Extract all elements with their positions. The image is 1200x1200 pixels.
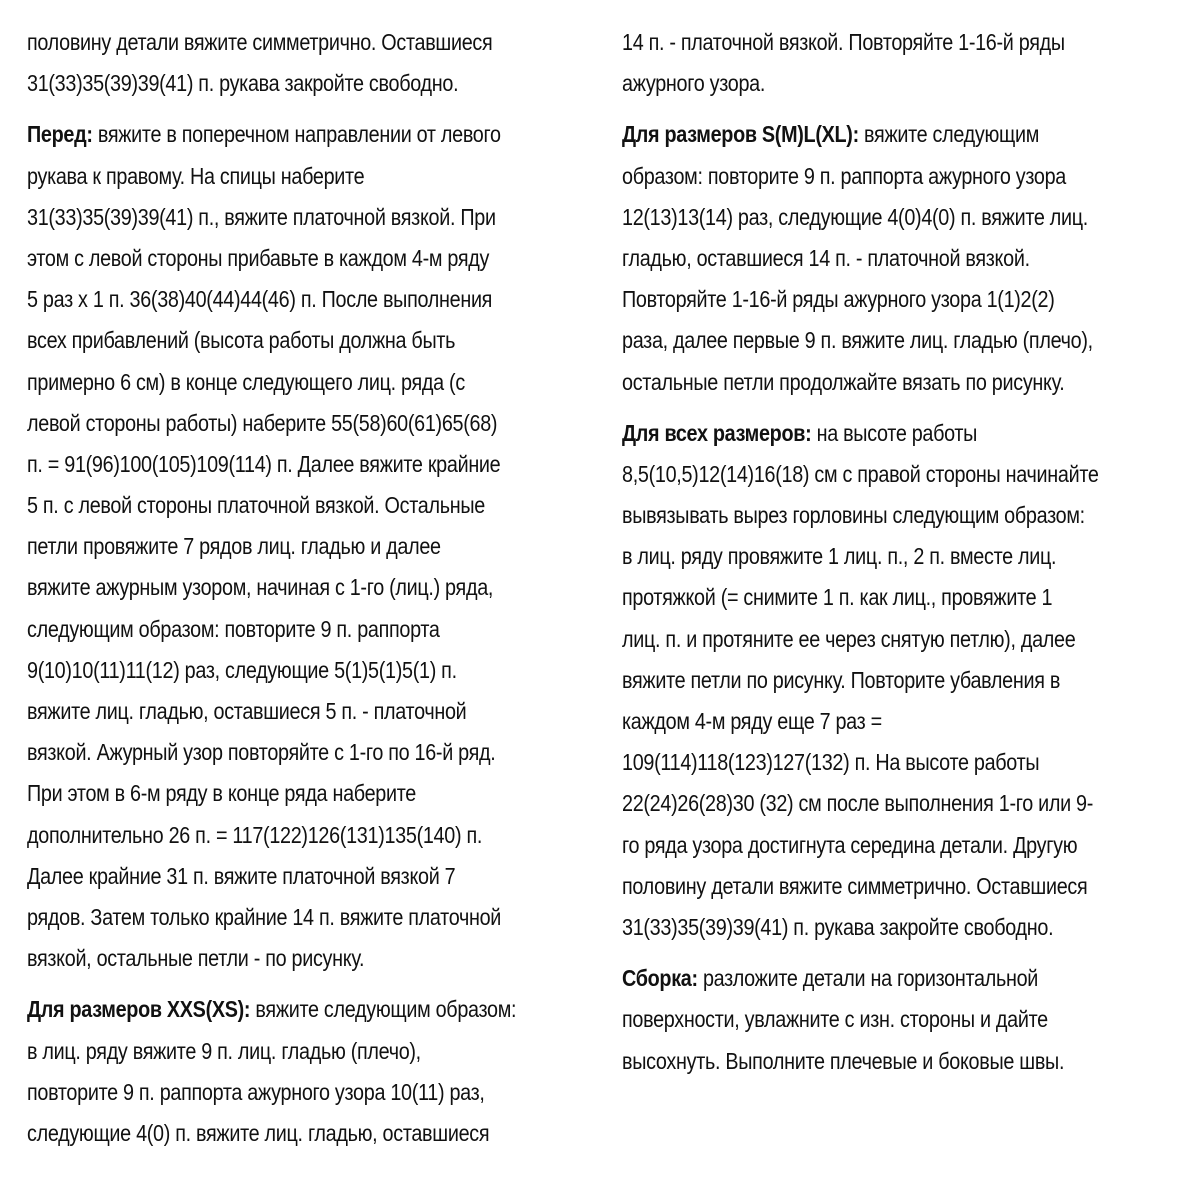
text-line: половину детали вяжите симметрично. Оставшиеся bbox=[27, 29, 493, 55]
text-line: 31(33)35(39)39(41) п., вяжите платочной вязкой. При bbox=[27, 203, 496, 230]
section-sizes-s-m-l-xl bbox=[622, 114, 1168, 402]
text-line: в лиц. ряду провяжите 1 лиц. п., 2 п. вместе лиц. bbox=[622, 543, 1057, 570]
section-all-sizes bbox=[622, 413, 1168, 948]
text-line: При этом в 6-м ряду в конце ряда наберите bbox=[27, 780, 416, 807]
text-line: примерно 6 см) в конце следующего лиц. ряда (с bbox=[27, 368, 465, 395]
text-line bbox=[622, 413, 1168, 454]
text-line: рукава к правому. На спицы наберите bbox=[27, 162, 365, 189]
section-heading-assembly: Сборка: bbox=[622, 965, 698, 992]
text-line: протяжкой (= снимите 1 п. как лиц., провяжите 1 bbox=[622, 584, 1053, 611]
text-line: раза, далее первые 9 п. вяжите лиц. гладью (плечо), bbox=[622, 327, 1093, 354]
text-line: 5 раз х 1 п. 36(38)40(44)44(46) п. После выполнения bbox=[27, 286, 493, 313]
text-line: 8,5(10,5)12(14)16(18) см с правой стороны начинайте bbox=[622, 460, 1099, 487]
right-paragraph-1 bbox=[622, 22, 1168, 104]
text-line: 31(33)35(39)39(41) п. рукава закройте свободно. bbox=[27, 70, 459, 97]
section-front bbox=[27, 114, 595, 979]
section-assembly bbox=[622, 958, 1168, 1082]
text-run: на высоте работы bbox=[811, 419, 978, 446]
text-line: петли провяжите 7 рядов лиц. гладью и далее bbox=[27, 533, 441, 560]
text-line: 12(13)13(14) раз, следующие 4(0)4(0) п. вяжите лиц. bbox=[622, 203, 1088, 230]
text-line: вязкой, остальные петли - по рисунку. bbox=[27, 945, 365, 972]
text-run: вяжите следующим bbox=[858, 121, 1040, 148]
right-column bbox=[622, 22, 1168, 1092]
text-line: лиц. п. и протяните ее через снятую петлю), далее bbox=[622, 625, 1076, 652]
text-line: половину детали вяжите симметрично. Оставшиеся bbox=[622, 872, 1088, 899]
text-line: рядов. Затем только крайние 14 п. вяжите платочной bbox=[27, 903, 502, 930]
text-line: вязкой. Ажурный узор повторяйте с 1-го по 16-й ряд. bbox=[27, 739, 496, 766]
section-heading-sizes-xxs-xs: Для размеров XXS(XS): bbox=[27, 996, 251, 1023]
text-line: 31(33)35(39)39(41) п. рукава закройте свободно. bbox=[622, 913, 1054, 940]
text-line: этом с левой стороны прибавьте в каждом 4-м ряду bbox=[27, 244, 490, 271]
text-line: го ряда узора достигнута середина детали. Другую bbox=[622, 831, 1078, 858]
text-line: образом: повторите 9 п. раппорта ажурного узора bbox=[622, 162, 1067, 189]
text-line bbox=[27, 114, 595, 155]
text-line: каждом 4-м ряду еще 7 раз = bbox=[622, 708, 882, 734]
text-line bbox=[27, 989, 595, 1030]
text-line: всех прибавлений (высота работы должна быть bbox=[27, 327, 456, 354]
text-line: вяжите лиц. гладью, оставшиеся 5 п. - платочной bbox=[27, 698, 467, 724]
text-line bbox=[622, 958, 1168, 999]
text-line: 14 п. - платочной вязкой. Повторяйте 1-16-й ряды bbox=[622, 29, 1065, 55]
left-column bbox=[27, 22, 595, 1164]
text-line: 22(24)26(28)30 (32) см после выполнения 1-го или 9- bbox=[622, 790, 1094, 817]
section-heading-front: Перед: bbox=[27, 121, 93, 148]
text-line: вяжите петли по рисунку. Повторите убавления в bbox=[622, 666, 1061, 693]
text-line: повторите 9 п. раппорта ажурного узора 10(11) раз, bbox=[27, 1078, 485, 1105]
text-line: 5 п. с левой стороны платочной вязкой. Остальные bbox=[27, 492, 485, 519]
text-line: в лиц. ряду вяжите 9 п. лиц. гладью (плечо), bbox=[27, 1037, 421, 1064]
text-line: следующие 4(0) п. вяжите лиц. гладью, оставшиеся bbox=[27, 1119, 490, 1146]
text-run: вяжите следующим образом: bbox=[250, 996, 517, 1023]
text-line: 9(10)10(11)11(12) раз, следующие 5(1)5(1)5(1) п. bbox=[27, 656, 457, 683]
text-line: гладью, оставшиеся 14 п. - платочной вязкой. bbox=[622, 244, 1030, 271]
text-line: Повторяйте 1-16-й ряды ажурного узора 1(1)2(2) bbox=[622, 286, 1055, 313]
text-line: Далее крайние 31 п. вяжите платочной вязкой 7 bbox=[27, 862, 456, 889]
text-line: вывязывать вырез горловины следующим образом: bbox=[622, 502, 1085, 529]
section-sizes-xxs-xs bbox=[27, 989, 595, 1154]
text-line: п. = 91(96)100(105)109(114) п. Далее вяжите крайние bbox=[27, 450, 501, 477]
text-line: дополнительно 26 п. = 117(122)126(131)135(140) п. bbox=[27, 821, 483, 848]
text-line: следующим образом: повторите 9 п. раппорта bbox=[27, 615, 440, 642]
text-line: левой стороны работы) наберите 55(58)60(61)65(68) bbox=[27, 409, 498, 436]
text-line: высохнуть. Выполните плечевые и боковые швы. bbox=[622, 1047, 1065, 1074]
text-line: вяжите ажурным узором, начиная с 1-го (лиц.) ряда, bbox=[27, 574, 494, 601]
left-paragraph-1 bbox=[27, 22, 595, 104]
text-line: 109(114)118(123)127(132) п. На высоте работы bbox=[622, 749, 1040, 776]
text-line: ажурного узора. bbox=[622, 70, 766, 97]
text-run: вяжите в поперечном направлении от левого bbox=[92, 121, 501, 148]
section-heading-sizes-s-m-l-xl: Для размеров S(M)L(XL): bbox=[622, 121, 859, 148]
text-run: разложите детали на горизонтальной bbox=[697, 965, 1039, 992]
text-line: поверхности, увлажните с изн. стороны и дайте bbox=[622, 1006, 1048, 1033]
text-line: остальные петли продолжайте вязать по рисунку. bbox=[622, 368, 1065, 395]
section-heading-all-sizes: Для всех размеров: bbox=[622, 419, 812, 446]
text-line bbox=[622, 114, 1168, 155]
